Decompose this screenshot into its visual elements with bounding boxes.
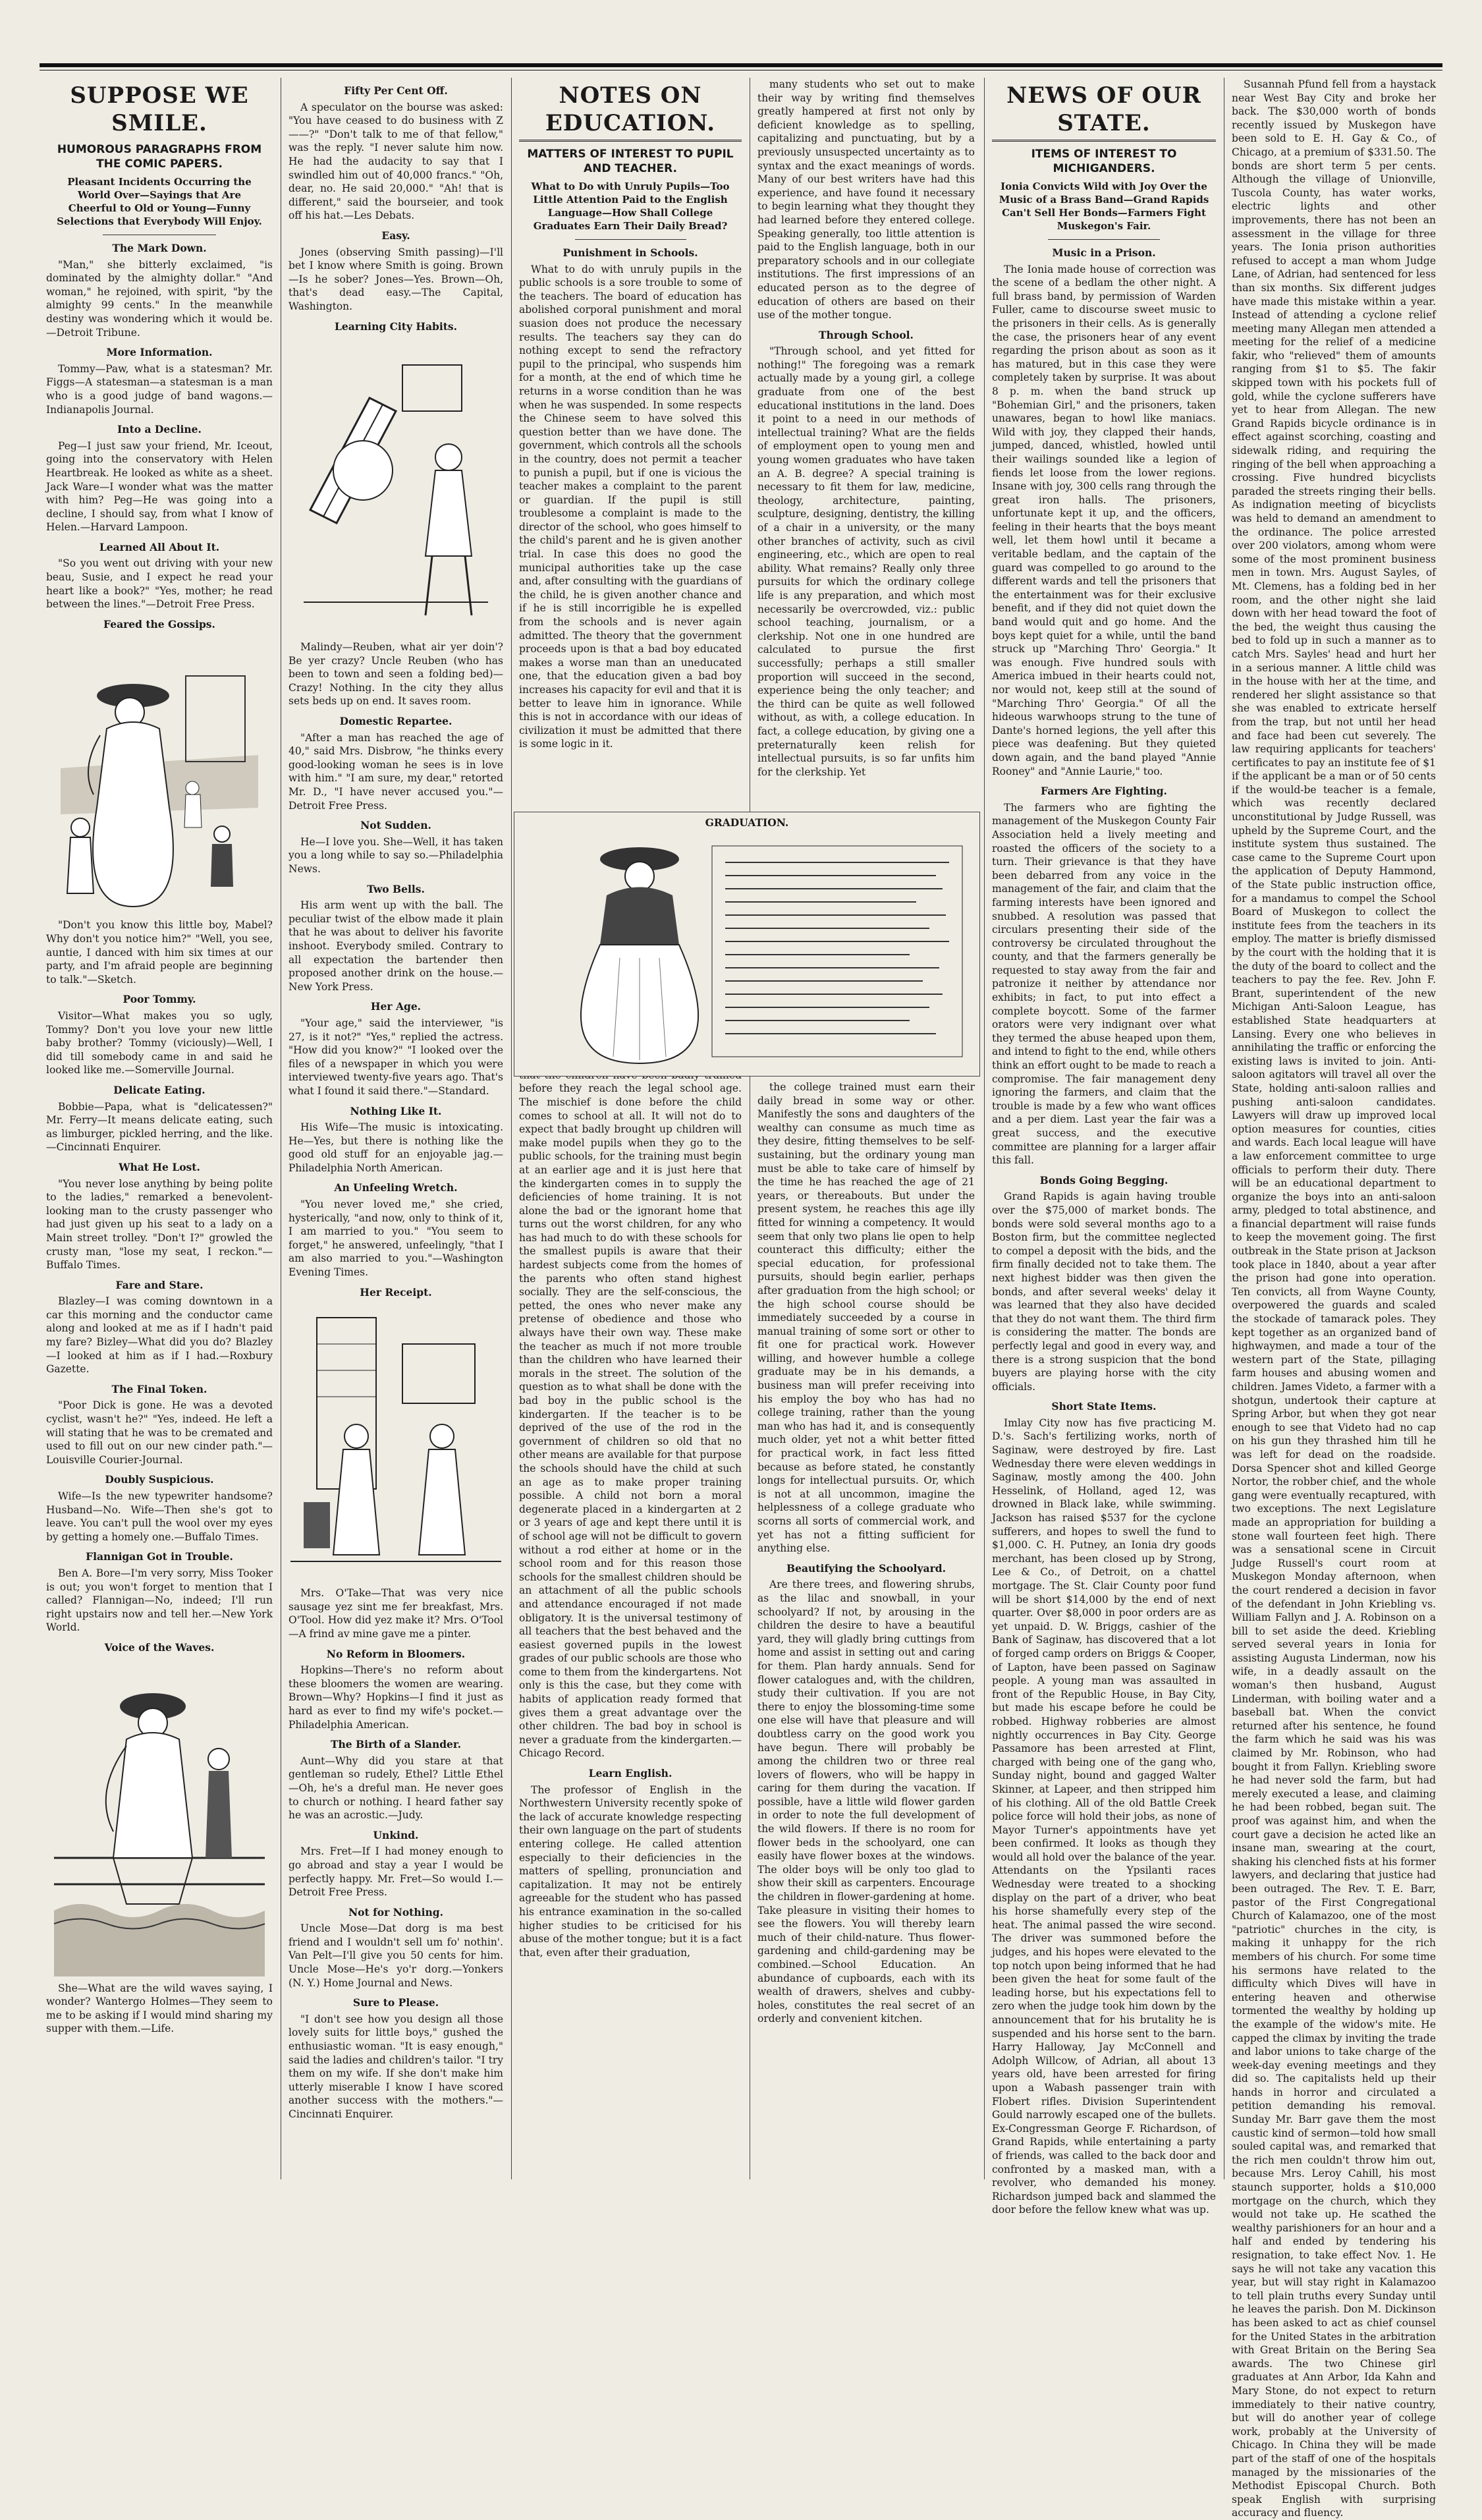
item-head: Through School. [819,328,914,341]
item-body: "Poor Dick is gone. He was a devoted cyclist, wasn't he?" "Yes, indeed. He left a will stating that he was to be cremated and used to fill out on our new cinder path."—Louisville Courier-Journal. [46,1399,273,1466]
item-head: Easy. [381,229,410,242]
item-body: "I don't see how you design all those lovely suits for little boys," gushed the enthusiastic woman. "It is easy enough," said the ladies and children's tailor. "I try them on my wife. If she don't make him utterly miserable I know I have scored another success with the mothers."—Cincinnati Enquirer. [288,2013,503,2120]
item-head: Not Sudden. [360,819,431,832]
item-body: Tommy—Paw, what is a statesman? Mr. Figgs—A statesman—a statesman is a man who is a good judge of band wagons.—Indianapolis Journal. [46,362,273,416]
item-body: He—I love you. She—Well, it has taken you a long while to say so.—Philadelphia News. [288,835,503,875]
item-body: What to do with unruly pupils in the public schools is a sore trouble to some of the teachers. The board of education has abolished corporal punishment and moral suasion does not produce the necessary results. The teachers say they can do nothing except to send the refractory pupil to the principal, who suspends him for a month, at the end of which time he returns in a worse condition than he was when he was suspended. In some respects the Chinese seem to have solved this question better than we have done. The government, which controls all the schools in the country, does not permit a teacher to punish a pupil, but if one is vicious the teacher makes a complaint to the parent or guardian. If the pupil is still troublesome a complaint is made to the director of the school, who goes himself to the child's parent and he is given another trial. In case this does no good the municipal authorities take up the case and, after consulting with the guardians of the child, he is given another chance and if he is still incorrigible he is expelled from the schools and is never again admitted. The theory that the government proceeds upon is that a bad boy educated makes a worse man than an uneducated one, that the education given a bad boy increases his capacity for evil and that it is better to leave him in ignorance. While this is not in accordance with our ideas of civilization it must be admitted that there is some logic in it. [519,263,742,750]
item-head: Feared the Gossips. [103,617,215,630]
item-head: Poor Tommy. [123,993,196,1006]
item-body: Imlay City now has five practicing M. D.'s. Sach's fertilizing works, north of Saginaw, were destroyed by fire. Last Wednesday there were eleven weddings in Saginaw, mostly among the 400. John Hesselink, of Holland, aged 12, was drowned in Black lake, while swimming. Jackson has raised $537 for the cyclone sufferers, and hopes to swell the fund to $1,000. C. H. Putney, an Ionia dry goods merchant, has been closed up by Strong, Lee & Co., of Detroit, on a chattel mortgage. The St. Clair County poor fund will be short $14,000 by the end of next quarter. Over $8,000 in poor orders are as yet unpaid. D. W. Briggs, cashier of the Bank of Saginaw, has discovered that a lot of forged camp orders on Briggs & Cooper, of Lapton, have been passed on Saginaw people. A young man was assaulted in front of the Republic House, in Bay City, but made his escape before he could be robbed. Highway robberies are almost nightly occurrences in Bay City. George Passamore has been arrested at Flint, charged with being one of the gang who, Sunday night, bound and gagged Walter Skinner, at Lapeer, and then stripped him of his clothing. All of the old Battle Creek police force will hold their jobs, as none of Mayor Turner's appointments have yet been confirmed. It looks as though they would all hold over the balance of the year. Attendants on the Ypsilanti races Wednesday were treated to a shocking display on the part of a driver, who beat his horse shamefully every step of the heat. The animal passed the wire second. The driver was summoned before the judges, and his hopes were elevated to the top notch upon being informed that he had been given the heat for some fault of the leading horse, but his expectations fell to zero when the judge took him down by the announcement that for his brutality he is suspended and his horse sent to the barn. Harry Halloway, Jay McConnell and Adolph Willcow, of Adrian, all about 13 years old, have been arrested for firing upon a Wabash passenger train with Flobert rifles. Division Superintendent Gould narrowly escaped one of the bullets. Ex-Congressman George F. Richardson, of Grand Rapids, while entertaining a party of friends, was called to the back door and confronted by a masked man, with a revolver, who demanded his money. Richardson jumped back and slammed the door before the fellow knew what was up. [992,1416,1216,2216]
item-body: before they reach the legal school age. The mischief is done before the child comes to school at all. It will not do to expect that badly brought up children will make model pupils when they go to the public schools, for the training must begin at an earlier age and it is just here that the kindergarten comes in to supply the deficiencies of home training. It is not alone the bad or the ignorant home that turns out the worst children, for any who has had much to do with these schools for the smallest pupils is aware that their hardest subjects come from the homes of the parents who often stand highest socially. They are the self-conscious, the petted, the ones who never make any pretense of obedience and those who always have their own way. These make the teacher as much if not more trouble than the children who have learned their morals in the street. The solution of the question as to what shall be done with the bad boy in the public school is the kindergarten. If the teacher is to be deprived of the use of the rod in the government of children so old that no other means are available for that purpose the schools should have the child at such an age as to make proper training possible. A child not born a moral degenerate placed in a kindergarten at 2 or 3 years of age and kept there until it is of school age will not be difficult to govern without a rod either at home or in the school room and for this reason those schools for the smallest children should be an attachment of all the public schools and attendance encouraged if not made obligatory. It is the universal testimony of all teachers that the best behaved and the easiest governed pupils in the lowest grades of our public schools are those who come to them from the kindergartens. Not only is this the case, but they come with habits of application ready formed that gives them a great advantage over the other children. The bad boy in school is never a graduate from the kindergarten.—Chicago Record. [519,1082,742,1760]
item-head: Her Age. [370,1000,422,1013]
item-body: "Man," she bitterly exclaimed, "is dominated by the almighty dollar." "And woman," he rejoined, with spirit, "by the almighty 99 cents." In the meanwhile destiny was wondering which it would be.—Detroit Tribune. [46,258,273,339]
illustration-gossips [54,636,265,913]
item-body: Aunt—Why did you stare at that gentleman so rudely, Ethel? Little Ethel—Oh, he's a dreful man. He never goes to church or nothing. I heard father say he was an acrostic.—Judy. [288,1754,503,1822]
item-head: The Mark Down. [112,242,207,254]
item-head: Fare and Stare. [115,1278,204,1291]
item-body: Malindy—Reuben, what air yer doin'? Be yer crazy? Uncle Reuben (who has been to town and seen a folding bed)—Crazy! Nothing. In the city they allus sets beds up on end. It saves room. [288,641,503,708]
item-body: Hopkins—There's no reform about these bloomers the women are wearing. Brown—Why? Hopkins—I find it just as hard as ever to find my wife's pocket.—Philadelphia American. [288,1664,503,1731]
item-body: "Through school, and yet fitted for nothing!" The foregoing was a remark actually made by a young girl, a college graduate from one of the best educational institutions in the land. Does it point to a need in our methods of intellectual training? What are the fields of employment open to young men and young women graduates who have taken an A. B. degree? A special training is necessary to fit them for law, medicine, theology, architecture, painting, sculpture, designing, dentistry, the killing of a chair in a university, or the many other branches of activity, such as civil engineering, etc., which are open to real ability. What remains? Really only three pursuits for which the ordinary college life is any preparation, and which most necessarily be overcrowded, viz.: public school teaching, journalism, or a clerkship. Not one in one hundred are calculated to pursue the first successfully; perhaps a still smaller proportion will succeed in the second, experience being the only teacher; and the third can be quite as well followed without, as with, a college education. In fact, a college education, by giving one a preternaturally keen relish for intellectual pursuits, is so far unfits him for the clerkship. Yet [757,345,975,778]
graduation-illustration [514,833,975,1070]
item-body: Bobbie—Papa, what is "delicatessen?" Mr. Ferry—It means delicate eating, such as limburger, pickled herring, and the like.—Cincinnati Enquirer. [46,1100,273,1154]
item-head: Learned All About It. [99,540,220,553]
item-head: Sure to Please. [352,1996,439,2009]
illustration-waves [54,1660,265,1976]
section-deck: What to Do with Unruly Pupils—Too Little Attention Paid to the English Language—How Shall College Graduates Earn Their Daily Bread? [531,181,730,232]
item-body: Are there trees, and flowering shrubs, as the lilac and snowball, in your schoolyard? If not, by arousing in the children the desire to have a beautiful yard, they will gladly bring cuttings from home and assist in setting out and caring for them. Plan hardy annuals. Send for flower catalogues and, with the children, study their cultivation. If you are not there to enjoy the blossoming-time some one else will have that pleasure and will doubtless carry on the good work you have begun. There will probably be among the children two or three real lovers of flowers, who will be happy in caring for them during the vacation. If possible, have a little wild flower garden in order to note the full development of the wild flowers. If there is no room for flower beds in the schoolyard, one can easily have flower boxes at the windows. The older boys will be only too glad to show their skill as carpenters. Encourage the children in flower-gardening at home. Take pleasure in visiting their homes to see the flowers. You will thereby learn much of their child-nature. Thus flower-gardening and child-gardening may be combined.—School Education. An abundance of cupboards, each with its wealth of drawers, shelves and cubby-holes, constitutes the real secret of an orderly and convenient kitchen. [757,1579,975,2025]
illustration-receipt [290,1304,501,1581]
item-head: Bonds Going Begging. [1039,1173,1168,1187]
column-divider [984,78,985,2179]
column-state-news-continued [1225,78,1442,2519]
item-body: Peg—I just saw your friend, Mr. Iceout, going into the conservatory with Helen Heartbreak. He looked as white as a sheet. Jack Ware—I wonder what was the matter with him? Peg—He was going into a decline, I should say, from what I know of Helen.—Harvard Lampoon. [46,439,273,534]
item-head: Into a Decline. [117,423,202,436]
item-body: "After a man has reached the age of 40," said Mrs. Disbrow, "he thinks every good-looking woman he sees is in love with him." "I am sure, my dear," retorted Mr. D., "I have never accused you."—Detroit Free Press. [288,731,503,812]
item-head: Short State Items. [1051,1400,1157,1413]
item-body: The Ionia made house of correction was the scene of a bedlam the other night. A full brass band, by permission of Warden Fuller, came to discourse sweet music to the prisoners in their cells. As is generally the case, the prisoners hear of any event regarding the prison about as soon as it has matured, but in this case they were completely taken by surprise. It was about 8 p. m. when the band struck up "Bohemian Girl," and the prisoners, taken unawares, began to howl like maniacs. Wild with joy, they clapped their hands, jumped, danced, whistled, howled until their wailings sounded like a legion of fiends let loose from the lower regions. Insane with joy, 300 cells rang through the great iron halls. The prisoners, unfortunate kept it up, and the officers, feeling in their hearts that the boys meant well, let them howl until it became a veritable bedlam, and the captain of the guard was compelled to go around to the different wards and tell the prisoners that the entertainment was for their exclusive benefit, and if they did not quiet down the band would quit and go home. And the boys kept quiet for a while, until the band struck up "Marching Thro' Georgia." It was enough. Five hundred souls with America imbued in their hearts could not, nor would not, keep still at the sound of "Marching Thro' Georgia." Of all the hideous warwhoops strung to the tune of Dante's horned legions, the yell after this piece was deafening. But they quieted down again, and the band played "Annie Rooney" and "Annie Laurie," too. [992,263,1216,777]
item-head: The Birth of a Slander. [330,1738,462,1751]
item-head: Fifty Per Cent Off. [344,84,448,97]
item-head: Delicate Eating. [113,1083,206,1096]
section-deck: Pleasant Incidents Occurring the World Over—Sayings that Are Cheerful to Old or Young—Funny Selections that Everybody Will Enjoy. [57,176,262,227]
item-body: Mrs. O'Take—That was very nice sausage yez sint me fer breakfast, Mrs. O'Tool. How did yez make it? Mrs. O'Tool—A frind av mine gave me a pinter. [288,1587,503,1640]
item-body: Mrs. Fret—If I had money enough to go abroad and stay a year I would be perfectly happy. Mr. Fret—So would I.—Detroit Free Press. [288,1845,503,1899]
item-head: Domestic Repartee. [339,715,453,728]
item-body: A speculator on the bourse was asked: "You have ceased to do business with Z——?" "Don't talk to me of that fellow," was the reply. "I never salute him now. He had the audacity to say that I swindled him out of 40,000 francs." "Oh, dear, no. He said 20,000." "Ah! that is different," said the bourseier, and took off his hat.—Les Debats. [288,101,503,222]
item-body: many students who set out to make their way by writing find themselves greatly hampered at first not only by deficient knowledge as to spelling, capitalizing and punctuating, but by a previously unsuspected uncertainty as to syntax and the exact meanings of words. Many of our best writers have had this experience, and have found it necessary to begin learning what they thought they had learned before they entered college. Speaking generally, too little attention is paid to the English language, both in our preparatory schools and in our collegiate institutions. The first impressions of an educated person as to the degree of education of others are based on their use of the mother tongue. [757,78,975,322]
illustration-folding-bed [290,339,501,635]
divider [575,239,686,240]
graduation-title: GRADUATION. [705,816,789,829]
item-body: The professor of English in the Northwestern University recently spoke of the lack of accurate knowledge respecting their own language on the part of students entering college. He called attention especially to their deficiencies in the matters of spelling, pronunciation and capitalization. It may not be entirely agreeable for the student who has passed his entrance examination in the so-called higher studies to be criticised for his abuse of the mother tongue; but it is a fact that, even after their graduation, [519,1783,742,1959]
section-masthead: SUPPOSE WE SMILE. [70,82,249,136]
item-head: Farmers Are Fighting. [1041,785,1167,798]
column-education-lower [751,1080,981,2179]
section-subhead: HUMOROUS PARAGRAPHS FROM THE COMIC PAPERS. [57,143,262,171]
item-body: the college trained must earn their daily bread in some way or other. Manifestly the sons and daughters of the wealthy can consume as much time as they desire, fitting themselves to be self-sustaining, but the ordinary young man must be able to take care of himself by the time he has reached the age of 21 years, or thereabouts. But under the present system, he reaches this age illy fitted for winning a competency. It would seem that only two plans lie open to help counteract this difficulty; either the special education, for professional pursuits, should begin earlier, perhaps after graduation from the high school; or the high school course should be immediately succeeded by a course in manual training of some sort or other to fit one for practical work. However willing, and however humble a college graduate may be in his demands, a business man will prefer receiving into his employ the boy who has had no college training, rather than the young man who has had it, and is consequently much older, yet not a whit better fitted for practical work, in fact less fitted because as before stated, he constantly longs for intellectual pursuits. Or, which is not at all uncommon, imagine the helplessness of a college graduate who scorns all sorts of commercial work, and yet has not a fitting sufficient for anything else. [757,1081,975,1555]
item-head: Unkind. [373,1828,419,1841]
section-deck: Ionia Convicts Wild with Joy Over the Music of a Brass Band—Grand Rapids Can't Sell Her Bonds—Farmers Fight Muskegon's Fair. [999,181,1209,232]
item-body: "Don't you know this little boy, Mabel? Why don't you notice him?" "Well, you see, auntie, I danced with him six times at our party, and I'm afraid people are beginning to talk."—Sketch. [46,919,273,986]
column-state-news [985,78,1222,2216]
column-divider [511,78,512,2179]
item-head: No Reform in Bloomers. [326,1647,466,1660]
divider [1048,239,1160,240]
section-subhead: MATTERS OF INTEREST TO PUPIL AND TEACHER. [527,148,734,175]
item-head: Learn English. [588,1767,672,1780]
item-head: What He Lost. [119,1160,200,1173]
item-head: Nothing Like It. [350,1104,442,1117]
item-body: Susannah Pfund fell from a haystack near West Bay City and broke her back. The $30,000 worth of bonds recently issued by Muskegon have been sold to E. H. Gay & Co., of Chicago, at a premium of $331.50. The bonds are short term 5 per cents. Although the village of Unionville, Tuscola County, has water works, electric lights and other improvements, there has not been an assessment in the village for three years. The Ionia prison authorities refused to accept a man whom Judge Lane, of Adrian, had sentenced for less than six months. Six different judges have made this mistake within a year. Instead of attending a cyclone relief meeting many Allegan men attended a meeting for the relief of a medicine fakir, who "relieved" them of amounts ranging from $1 to $5. The fakir skipped town with his pockets full of gold, while the cyclone sufferers have yet to hear from Allegan. The new Grand Rapids bicycle ordinance is in effect against scorching, coasting and sidewalk riding, and requiring the ringing of the bell when approaching a crossing. Five hundred bicyclists paraded the streets ringing their bells. As indignation meeting of bicyclists was held to demand an amendment to the ordinance. The police arrested over 200 violators, among whom were some of the most prominent business men in town. Mrs. August Sayles, of Mt. Clemens, has a folding bed in her room, and the other night she laid down with her head toward the foot of the bed, the weight thus causing the bed to fold up in such a manner as to catch Mrs. Sayles' head and hurt her in a serious manner. A little child was in the house with her at the time, and rendered her slight assistance so that she was enabled to extricate herself from the trap, but not until her head and face had been cut severely. The law requiring applicants for teachers' certificates to pay an institute fee of $1 if the applicant be a man or of 50 cents if the would-be teacher is a female, which was recently declared unconstitutional by Judge Russell, was upheld by the Supreme Court, and the institute system thus sustained. The case came to the Supreme Court upon the application of Deputy Hammond, of the State public instruction office, for a mandamus to compel the School Board of Muskegon to collect the institute fees from the teachers in its employ. The matter is briefly dismissed by the court with the holding that it is the duty of the board to collect and the teachers to pay the fee. Rev. John F. Brant, superintendent of the new Michigan Anti-Saloon League, has established State headquarters at Lansing. Every one who believes in annihilating the traffic or enforcing the existing laws is invited to join. Anti-saloon agitators will travel all over the State, holding anti-saloon rallies and pushing anti-saloon candidates. Lawyers will draw up improved local option measures for counties, cities and wards. Each local league will have a law enforcement committee to urge officials to perform their duty. There will be an educational department to organize the boys into an anti-saloon army, pledged to total abstinence, and a financial department will raise funds to keep the movement going. The first outbreak in the State prison at Jackson took place in 1840, about a year after the prison had gone into operation. Ten convicts, all from Wayne County, overpowered the guards and scaled the stockade of tamarack poles. They kept together as an organized band of highwaymen, and made a tour of the western part of the State, pillaging farm houses and abusing women and children. James Videto, a farmer with a shotgun, undertook their capture at Spring Arbor, but when they got near enough to see that Videto had no cap on his gun they thrashed him till he was left for dead on the roadside. Dorsa Spencer shot and killed George Nortor, the robber chief, and the whole gang were eventually recaptured, with two exceptions. The next Legislature made an appropriation for building a stone wall fourteen feet high. There was a sensational scene in Circuit Judge Russell's court room at Muskegon Monday afternoon, when the court rendered a decision in favor of the defendant in John Kriebling vs. William Fallyn and J. A. Robinson on a bill to set aside the deed. Kriebling served several years in Ionia for assisting Augusta Linderman, now his wife, in a deadly assault on the woman's then husband, August Linderman, with boiling water and a baseball bat. When the convict returned after his sentence, he found the farm which he said was his was claimed by Mr. Robinson, who had bought it from Fallyn. Kriebling swore he had never sold the farm, but had merely executed a lease, and claiming he had been robbed, began suit. The proof was against him, and when the court gave a decision he acted like an insane man, swearing at the court, shaking his clenched fists at his former lawyers, and declaring that justice had been outraged. The Rev. T. E. Barr, pastor of the First Congregational Church of Kalamazoo, one of the most "patriotic" churches in the city, is making it unhappy for the rich members of his church. For some time his sermons have related to the difficulty which Dives will have in entering heaven and otherwise tormented the wealthy by holding up the example of the widow's mite. He capped the climax by inviting the trade and labor unions to take charge of the week-day evening meetings and they did so. The capitalists held up their hands in horror and circulated a petition demanding his removal. Sunday Mr. Barr gave them the most caustic kind of sermon—told how small souled capital was, and remarked that the rich men couldn't throw him out, because Mrs. Leroy Cahill, his most staunch supporter, holds a $10,000 mortgage on the church, which they would not take up. He scathed the wealthy parishioners for an hour and a half and ended by tendering his resignation, to take effect Nov. 1. He says he will not take any vacation this year, but will stay right in Kalamazoo to tell plain truths every Sunday until he leaves the parish. Don M. Dickinson has been asked to act as chief counsel for the United States in the arbitration with Great Britain on the Bering Sea awards. The two Chinese girl graduates at Ann Arbor, Ida Kahn and Mary Stone, do not expect to return immediately to their native country, but will do another year of college work, probably at the University of Chicago. In China they will be made part of the staff of one of the hospitals managed by the missionaries of the Methodist Episcopal Church. Both speak English with surprising accuracy and fluency. [1232,78,1436,2519]
top-rule [40,63,1442,67]
item-body: Blazley—I was coming downtown in a car this morning and the conductor came along and looked at me as if I hadn't paid my fare? Bizley—What did you do? Blazley—I looked at him as if I had.—Roxbury Gazette. [46,1295,273,1376]
item-head: The Final Token. [111,1382,207,1395]
item-head: Punishment in Schools. [563,246,698,259]
graduation-box [514,812,980,1077]
item-body: She—What are the wild waves saying, I wonder? Wantergo Holmes—They seem to me to be asking if I would mind sharing my supper with them.—Life. [46,1982,273,2035]
item-head: Flannigan Got in Trouble. [86,1550,233,1563]
column-humor-continued [282,78,510,2179]
item-body: "You never loved me," she cried, hysterically, "and now, only to think of it, I am married to you." "You seem to forget," he answered, unfeelingly, "that I am also married to you."—Washington Evening Times. [288,1198,503,1279]
section-subhead: ITEMS OF INTEREST TO MICHIGANDERS. [1031,148,1177,175]
item-head: Music in a Prison. [1052,246,1156,259]
item-body: His arm went up with the ball. The peculiar twist of the elbow made it plain that he was about to deliver his favorite inshoot. Everybody smiled. Contrary to all expectation the bartender then proposed another drink on the house.—New York Press. [288,899,503,993]
item-body: "You never lose anything by being polite to the ladies," remarked a benevolent-looking man to the crusty passenger who had just given up his seat to a lady on a Main street trolley. "Don't I?" growled the crusty man, "lose my seat, I reckon."—Buffalo Times. [46,1177,273,1272]
item-head: Not for Nothing. [348,1905,443,1918]
item-head: Beautifying the Schoolyard. [786,1561,946,1575]
item-body: The farmers who are fighting the management of the Muskegon County Fair Association held a lively meeting and roasted the officers of the society to a turn. Their grievance is that they have been debarred from any voice in the management of the fair, and claim that the farming interests have been ignored and snubbed. A resolution was passed that circulars presenting their side of the controversy be circulated throughout the county, and that the farmers generally be requested to stay away from the fair and patronize it neither by attendance nor exhibits; in fact, to put into effect a complete boycott. Some of the farmer orators were very indignant over what they termed the abuse heaped upon them, and intend to fight to the end, while others think an effort ought to be made to reach a compromise. The fair management deny ignoring the farmers, and claim that the trouble is made by a few who want offices and a per diem. Last year the fair was a great success, and the executive committee are planning for a larger affair this fall. [992,801,1216,1167]
section-masthead: NEWS OF OUR STATE. [992,82,1216,142]
item-head: An Unfeeling Wretch. [334,1181,458,1194]
item-head: More Information. [106,346,213,359]
item-body: Grand Rapids is again having trouble over the $75,000 of market bonds. The bonds were sold several months ago to a Boston firm, but the committee neglected to compel a deposit with the bids, and the firm finally decided not to take them. The next highest bidder was then given the bonds, and after several weeks' delay it was learned that they also have decided that they do not want them. The third firm is considering the matter. The bonds are perfectly legal and good in every way, and there is a strong suspicion that the bond buyers are playing horse with the city officials. [992,1190,1216,1393]
item-head: Doubly Suspicious. [105,1473,214,1486]
item-body: Wife—Is the new typewriter handsome? Husband—No. Wife—Then she's got to leave. You can't pull the wool over my eyes by getting a homely one.—Buffalo Times. [46,1490,273,1543]
item-body: Jones (observing Smith passing)—I'll bet I know where Smith is going. Brown—Is he sober? Jones—Yes. Brown—Oh, that's dead easy.—The Capital, Washington. [288,246,503,312]
item-head: Voice of the Waves. [104,1640,215,1654]
item-body: Uncle Mose—Dat dorg is ma best friend and I wouldn't sell um fo' nothin'. Van Pelt—I'll give you 50 cents for him. Uncle Mose—He's yo'r dorg.—Yonkers (N. Y.) Home Journal and News. [288,1922,503,1989]
item-head: Her Receipt. [360,1285,432,1299]
item-body: His Wife—The music is intoxicating. He—Yes, but there is nothing like the good old stuff for an enjoyable jag.—Philadelphia North American. [288,1121,503,1174]
item-head: Learning City Habits. [334,320,458,333]
section-masthead: NOTES ON EDUCATION. [519,82,742,142]
item-body: "Your age," said the interviewer, "is 27, is it not?" "Yes," replied the actress. "How did you know?" "I looked over the files of a newspaper in which you were interviewed twenty-five years ago. That's what I found it said there."—Standard. [288,1017,503,1097]
item-head: Two Bells. [367,882,425,895]
item-body: Visitor—What makes you so ugly, Tommy? Don't you love your new little baby brother? Tommy (viciously)—Well, I did till somebody came in and said he looked like me.—Somerville Journal. [46,1010,273,1077]
item-body: Ben A. Bore—I'm very sorry, Miss Tooker is out; you won't forget to mention that I called? Flannigan—No, indeed; I'll run right upstairs now and tell her.—New York World. [46,1567,273,1634]
column-humor [40,78,279,2179]
column-education [512,78,748,2179]
item-body: "So you went out driving with your new beau, Susie, and I expect he read your heart like a book?" "Yes, mother; he read between the lines."—Detroit Free Press. [46,557,273,611]
